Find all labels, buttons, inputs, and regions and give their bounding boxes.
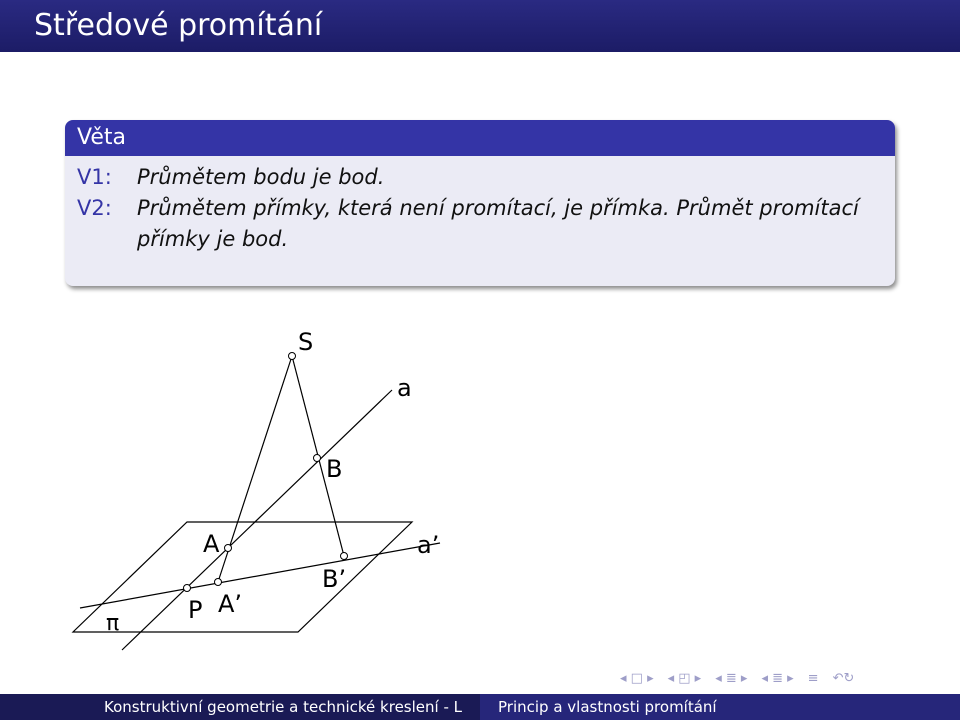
point-b-marker <box>314 455 321 462</box>
slide-title: Středové promítání <box>34 8 323 43</box>
statement-text: Průmětem bodu je bod. <box>137 165 385 189</box>
projected-line <box>80 543 440 608</box>
statement-label: V2: <box>77 196 112 220</box>
point-p-marker <box>184 585 191 592</box>
subsection-nav-icon[interactable]: ◂ ◰ ▸ <box>667 671 702 686</box>
footer-course-title: Konstruktivní geometrie a technické kreslení - L <box>0 694 480 720</box>
theorem-heading: Věta <box>65 120 895 156</box>
label-s: S <box>298 328 314 356</box>
statement-label: V1: <box>77 165 112 189</box>
section-nav-icon[interactable]: ◂ ≣ ▸ <box>715 671 748 686</box>
beamer-navigation <box>620 671 854 691</box>
label-a-projection: a’ <box>417 531 440 559</box>
align-icon[interactable]: ≡ <box>807 671 819 686</box>
frame-nav-icon[interactable]: ◂ □ ▸ <box>620 671 654 686</box>
slide-nav-icon[interactable]: ◂ ≣ ▸ <box>761 671 794 686</box>
footer-section-title: Princip a vlastnosti promítání <box>480 694 960 720</box>
statement-text: Průmětem přímky, která není promítací, je přímka. Průmět promítací přímky je bod. <box>137 196 859 251</box>
label-plane: π <box>106 611 120 636</box>
point-s-marker <box>289 353 296 360</box>
search-icon[interactable]: ↶↻ <box>832 671 855 686</box>
label-b: B <box>326 455 343 483</box>
label-p: P <box>188 596 203 624</box>
projection-plane <box>73 522 412 632</box>
label-point-a: A <box>203 530 220 558</box>
point-b-projection-marker <box>341 553 348 560</box>
label-b-projection: B’ <box>322 565 347 593</box>
point-a-projection-marker <box>215 579 222 586</box>
line-a <box>122 390 392 650</box>
slide-footer <box>0 694 960 720</box>
label-a-projection-point: A’ <box>218 590 243 618</box>
label-a: a <box>397 374 412 402</box>
point-a-marker <box>225 545 232 552</box>
